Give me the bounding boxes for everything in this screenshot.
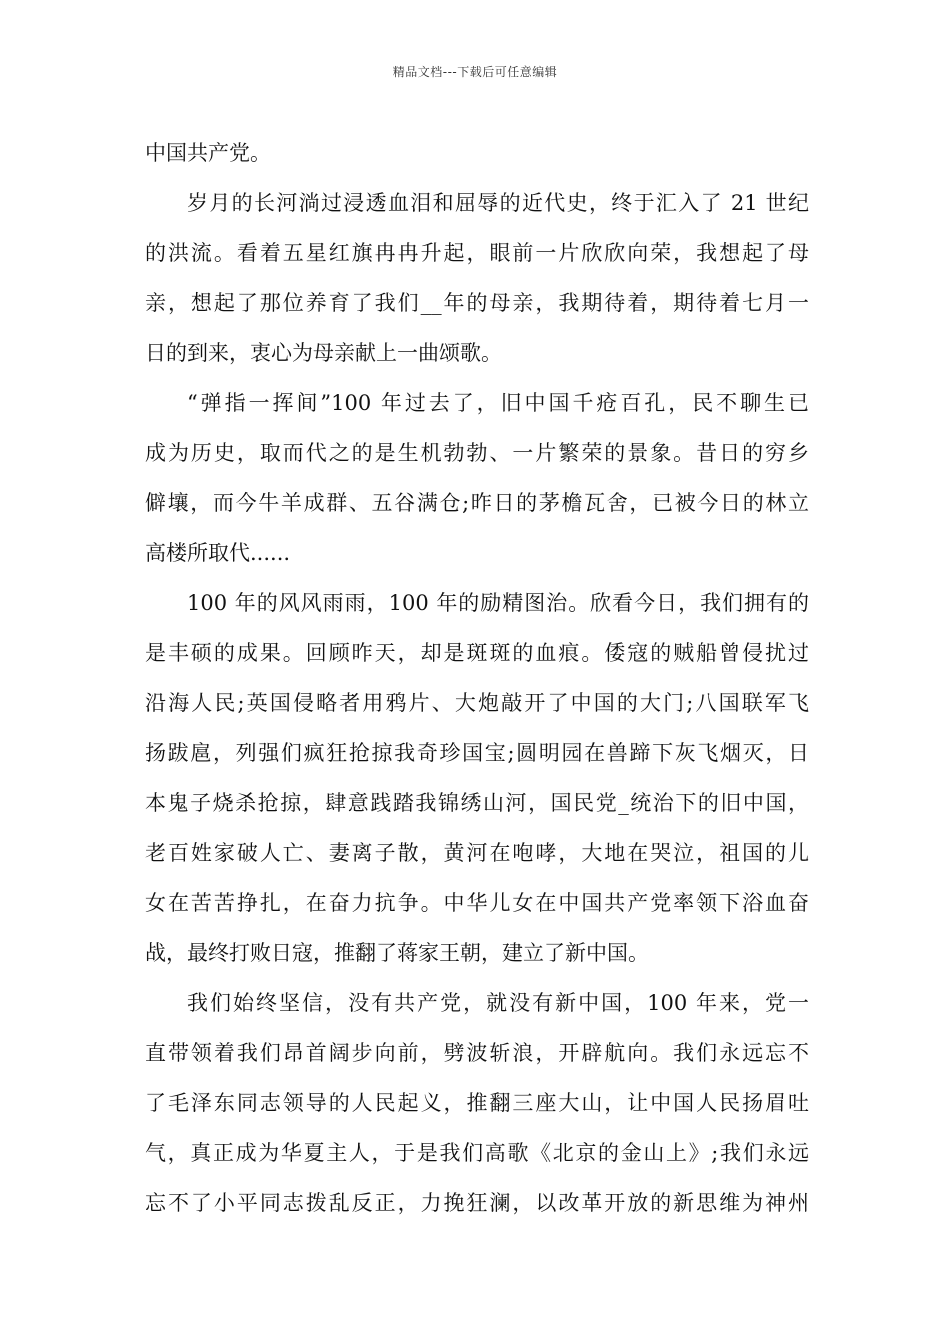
text-line: 我们始终坚信，没有共产党，就没有新中国，100 年来，党一 <box>187 991 809 1015</box>
text-line: 气，真正成为华夏主人，于是我们高歌《北京的金山上》;我们永远 <box>145 1141 809 1165</box>
text-line: 战，最终打败日寇，推翻了蒋家王朝，建立了新中国。 <box>145 941 649 965</box>
text-line: 了毛泽东同志领导的人民起义，推翻三座大山，让中国人民扬眉吐 <box>145 1091 809 1115</box>
text-line: 日的到来，衷心为母亲献上一曲颂歌。 <box>145 341 502 365</box>
text-line: 是丰硕的成果。回顾昨天，却是斑斑的血痕。倭寇的贼船曾侵扰过 <box>145 641 809 665</box>
text-line: 100 年的风风雨雨，100 年的励精图治。欣看今日，我们拥有的 <box>187 591 809 615</box>
text-line: 的洪流。看着五星红旗冉冉升起，眼前一片欣欣向荣，我想起了母 <box>145 241 809 265</box>
text-line: 本鬼子烧杀抢掠，肆意践踏我锦绣山河，国民党_统治下的旧中国， <box>145 791 809 815</box>
text-line: 中国共产党。 <box>145 141 271 165</box>
text-line: 僻壤，而今牛羊成群、五谷满仓;昨日的茅檐瓦舍，已被今日的林立 <box>145 491 809 515</box>
text-line: 扬跋扈，列强们疯狂抢掠我奇珍国宝;圆明园在兽蹄下灰飞烟灭，日 <box>145 741 809 765</box>
page-header: 精品文档---下载后可任意编辑 <box>392 65 558 79</box>
text-line: 成为历史，取而代之的是生机勃勃、一片繁荣的景象。昔日的穷乡 <box>145 441 809 465</box>
text-line: 岁月的长河淌过浸透血泪和屈辱的近代史，终于汇入了 21 世纪 <box>187 191 809 215</box>
text-line: 忘不了小平同志拨乱反正，力挽狂澜，以改革开放的新思维为神州 <box>145 1191 809 1215</box>
text-line: 女在苦苦挣扎，在奋力抗争。中华儿女在中国共产党率领下浴血奋 <box>145 891 809 915</box>
text-line: “弹指一挥间”100 年过去了，旧中国千疮百孔，民不聊生已 <box>187 391 809 415</box>
text-line: 高楼所取代...... <box>145 541 291 565</box>
text-line: 老百姓家破人亡、妻离子散，黄河在咆哮，大地在哭泣，祖国的儿 <box>145 841 809 865</box>
text-line: 沿海人民;英国侵略者用鸦片、大炮敲开了中国的大门;八国联军飞 <box>145 691 809 715</box>
body-text <box>145 128 809 1228</box>
text-line: 直带领着我们昂首阔步向前，劈波斩浪，开辟航向。我们永远忘不 <box>145 1041 809 1065</box>
text-line: 亲，想起了那位养育了我们__年的母亲，我期待着，期待着七月一 <box>145 291 809 315</box>
